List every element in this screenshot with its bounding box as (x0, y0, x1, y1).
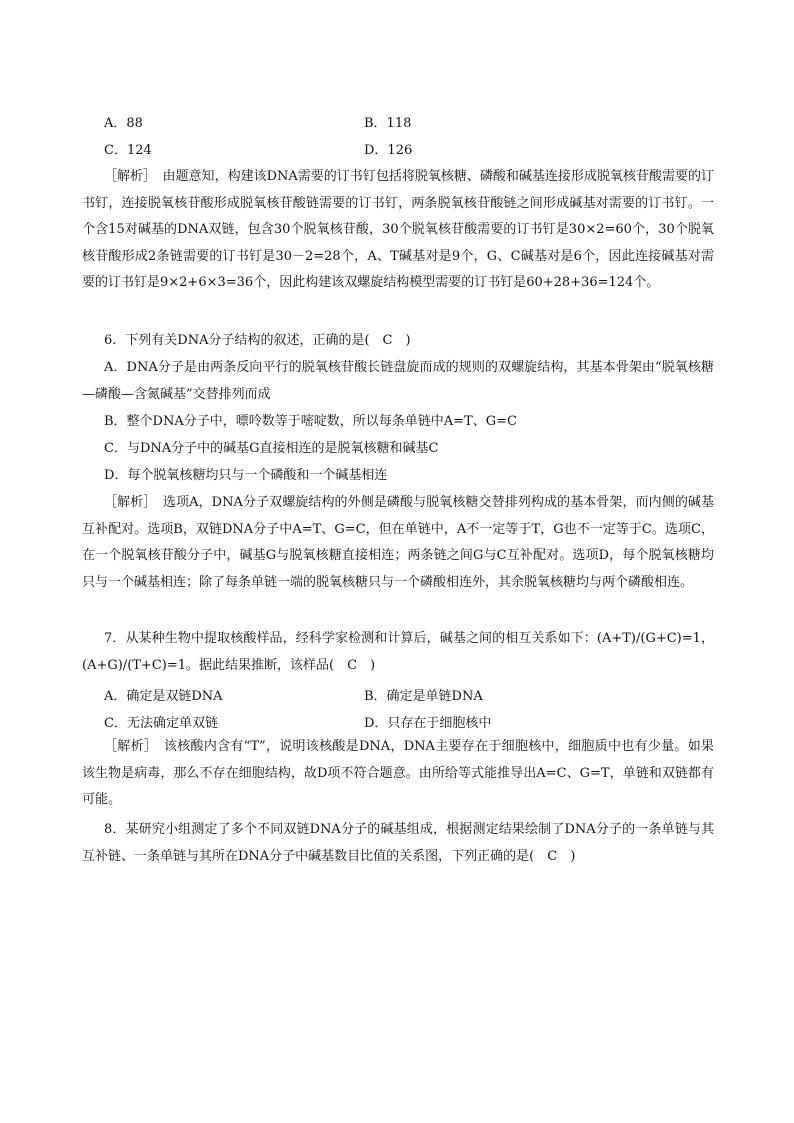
q7-stem: 7．从某种生物中提取核酸样品，经科学家检测和计算后，碱基之间的相互关系如下：(A+T)/(G+C)=1，(A+G)/(T+C)=1。据此结果推断，该样品( C ) (82, 631, 714, 673)
q6-option-c: C．与DNA分子中的碱基G直接相连的是脱氧核糖和碱基C (104, 441, 439, 456)
q7-option-a: A．确定是双链DNA (104, 689, 223, 704)
q8-stem: 8．某研究小组测定了多个不同双链DNA分子的碱基组成，根据测定结果绘制了DNA分子的一条单链与其互补链、一条单链与其所在DNA分子中碱基数目比值的关系图，下列正确的是( C ) (82, 822, 714, 864)
q7-option-b: B．确定是单链DNA (364, 689, 483, 704)
q6-option-d: D．每个脱氧核糖均只与一个磷酸和一个碱基相连 (104, 468, 388, 483)
q6-stem: 6．下列有关DNA分子结构的叙述，正确的是( C ) (104, 333, 411, 348)
q5-option-a: A．88 (104, 116, 143, 131)
q5-analysis: ［解析］ 由题意知，构建该DNA需要的订书钉包括将脱氧核糖、磷酸和碱基连接形成脱氧核苷酸需要的订书钉，连接脱氧核苷酸形成脱氧核苷酸链需要的订书钉，两条脱氧核苷酸链之间形成碱基对需要的订书钉。一个含15对碱基的DNA双链，包含30个脱氧核苷酸，30个脱氧核苷酸需要的订书钉是30×2=60个，30个脱氧核苷酸形成2条链需要的订书钉是30－2=28个，A、T碱基对是9个，G、C碱基对是6个，因此连接碱基对需要的订书钉是9×2+6×3=36个，因此构建该双螺旋结构模型需要的订书钉是60+28+36=124个。 (82, 169, 714, 290)
q5-option-b: B．118 (364, 116, 412, 131)
q6-option-b: B．整个DNA分子中，嘌呤数等于嘧啶数，所以每条单链中A=T、G=C (104, 414, 517, 429)
q6-option-a: A．DNA分子是由两条反向平行的脱氧核苷酸长链盘旋而成的规则的双螺旋结构，其基本骨架由“脱氧核糖—磷酸—含氮碱基”交替排列而成 (82, 360, 714, 402)
q5-option-d: D．126 (364, 143, 413, 158)
q7-analysis: ［解析］ 该核酸内含有“T”，说明该核酸是DNA，DNA主要存在于细胞核中，细胞质中也有少量。如果该生物是病毒，那么不存在细胞结构，故D项不符合题意。由所给等式能推导出A=C、G=T，单链和双链都有可能。 (82, 739, 714, 807)
q7-option-c: C．无法确定单双链 (104, 716, 218, 731)
q5-option-c: C．124 (104, 143, 152, 158)
q6-analysis: ［解析］ 选项A，DNA分子双螺旋结构的外侧是磷酸与脱氧核糖交替排列构成的基本骨架，而内侧的碱基互补配对。选项B，双链DNA分子中A=T、G=C，但在单链中，A不一定等于T，G也不一定等于C。选项C，在一个脱氧核苷酸分子中，碱基G与脱氧核糖直接相连；两条链之间G与C互补配对。选项D，每个脱氧核糖均只与一个碱基相连；除了每条单链一端的脱氧核糖只与一个磷酸相连外，其余脱氧核糖均与两个磷酸相连。 (82, 495, 714, 590)
q7-option-d: D．只存在于细胞核中 (364, 716, 492, 731)
